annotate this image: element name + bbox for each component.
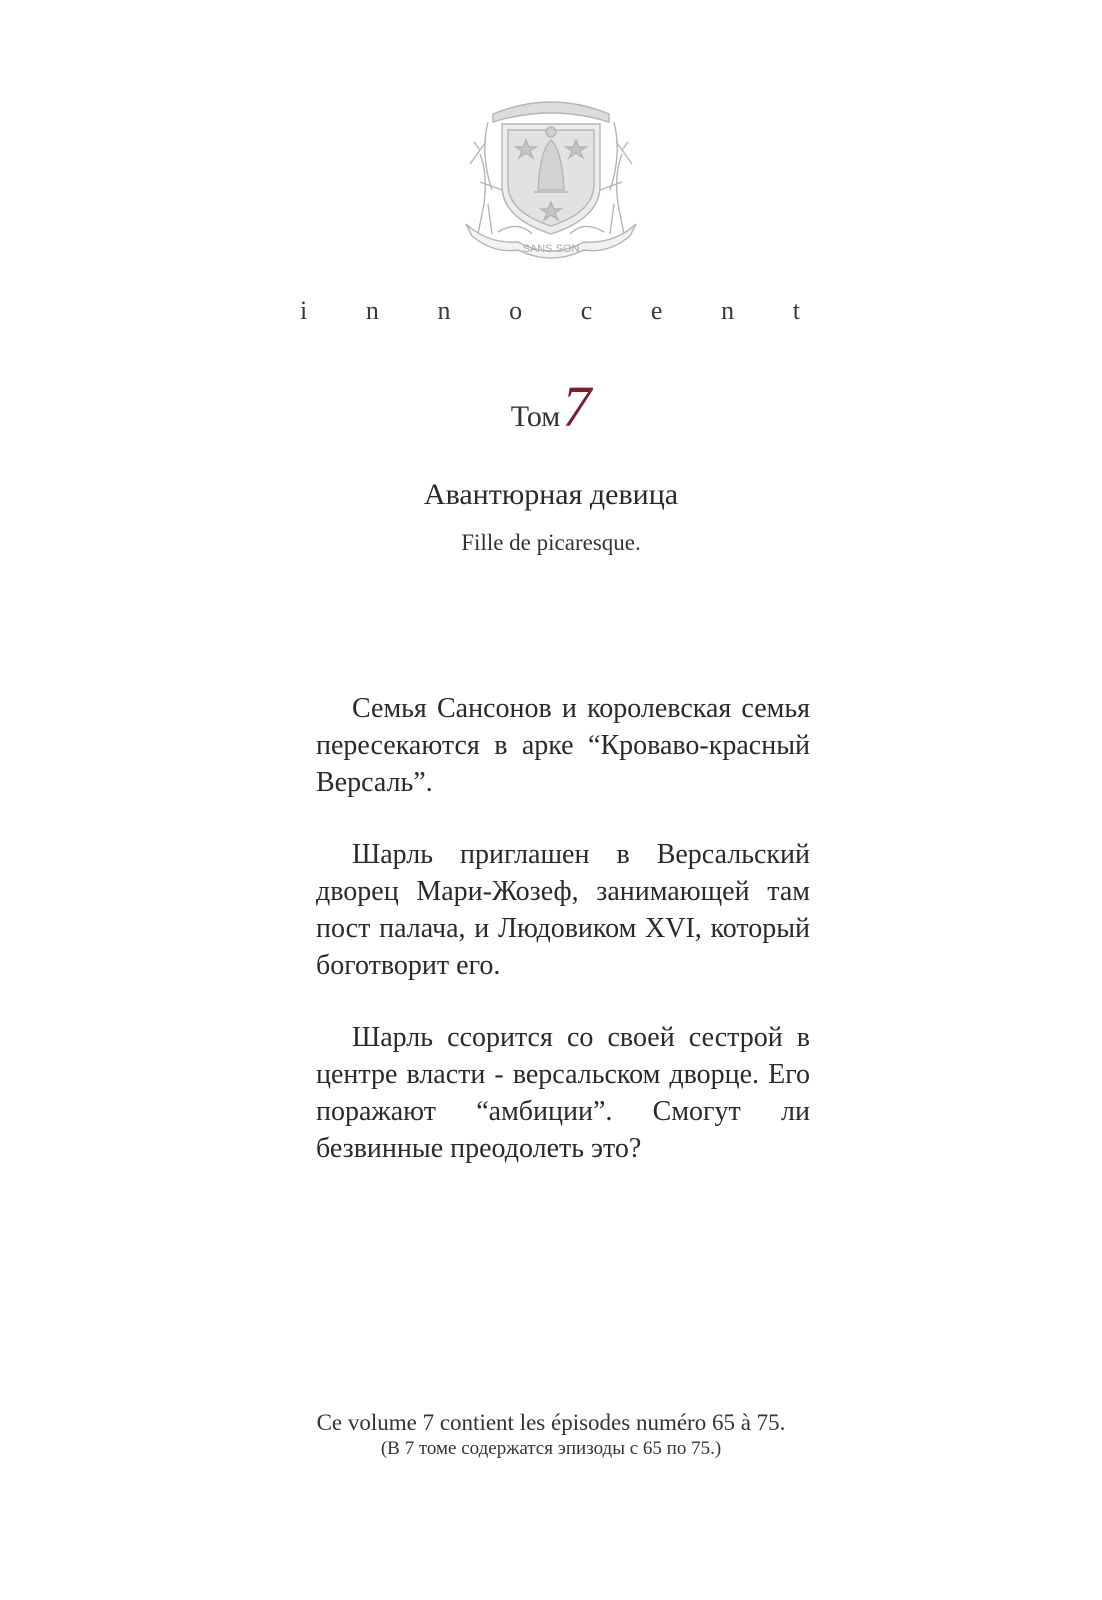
series-letter: t bbox=[792, 296, 800, 325]
series-letter: n bbox=[437, 296, 451, 325]
series-letter: i bbox=[300, 296, 308, 325]
series-letter: c bbox=[580, 296, 593, 325]
crest-motto: SANS SON bbox=[522, 243, 580, 255]
series-letter: e bbox=[650, 296, 663, 325]
episode-range-french: Ce volume 7 contient les épisodes numéro 65 à 75. bbox=[316, 1410, 786, 1435]
volume-word: Том bbox=[510, 400, 561, 433]
synopsis-paragraph: Шарль ссорится со своей сестрой в центре власти - версальском дворце. Его поражают “амбиции”. Смогут ли безвинные преодолеть это? bbox=[316, 1022, 810, 1164]
volume-title-russian: Авантюрная девица bbox=[423, 478, 679, 511]
synopsis bbox=[316, 690, 810, 1202]
synopsis-paragraph: Семья Сансонов и королевская семья пересекаются в арке “Кроваво-красный Версаль”. bbox=[316, 693, 810, 798]
volume-number: 7 bbox=[562, 374, 592, 439]
series-letter: n bbox=[365, 296, 379, 325]
episode-range-russian: (В 7 томе содержатся эпизоды с 65 по 75.) bbox=[380, 1438, 722, 1459]
volume-heading bbox=[0, 374, 1102, 439]
synopsis-paragraph: Шарль приглашен в Версальский дворец Мари-Жозеф, занимающей там пост палача, и Людовиком XVI, который боготворит его. bbox=[316, 839, 810, 981]
volume-title-french: Fille de picaresque. bbox=[461, 530, 641, 555]
series-letter: o bbox=[509, 296, 523, 325]
series-title bbox=[300, 296, 800, 326]
series-letter: n bbox=[721, 296, 735, 325]
coat-of-arms-emblem bbox=[458, 94, 644, 264]
coat-of-arms-icon bbox=[458, 94, 644, 264]
